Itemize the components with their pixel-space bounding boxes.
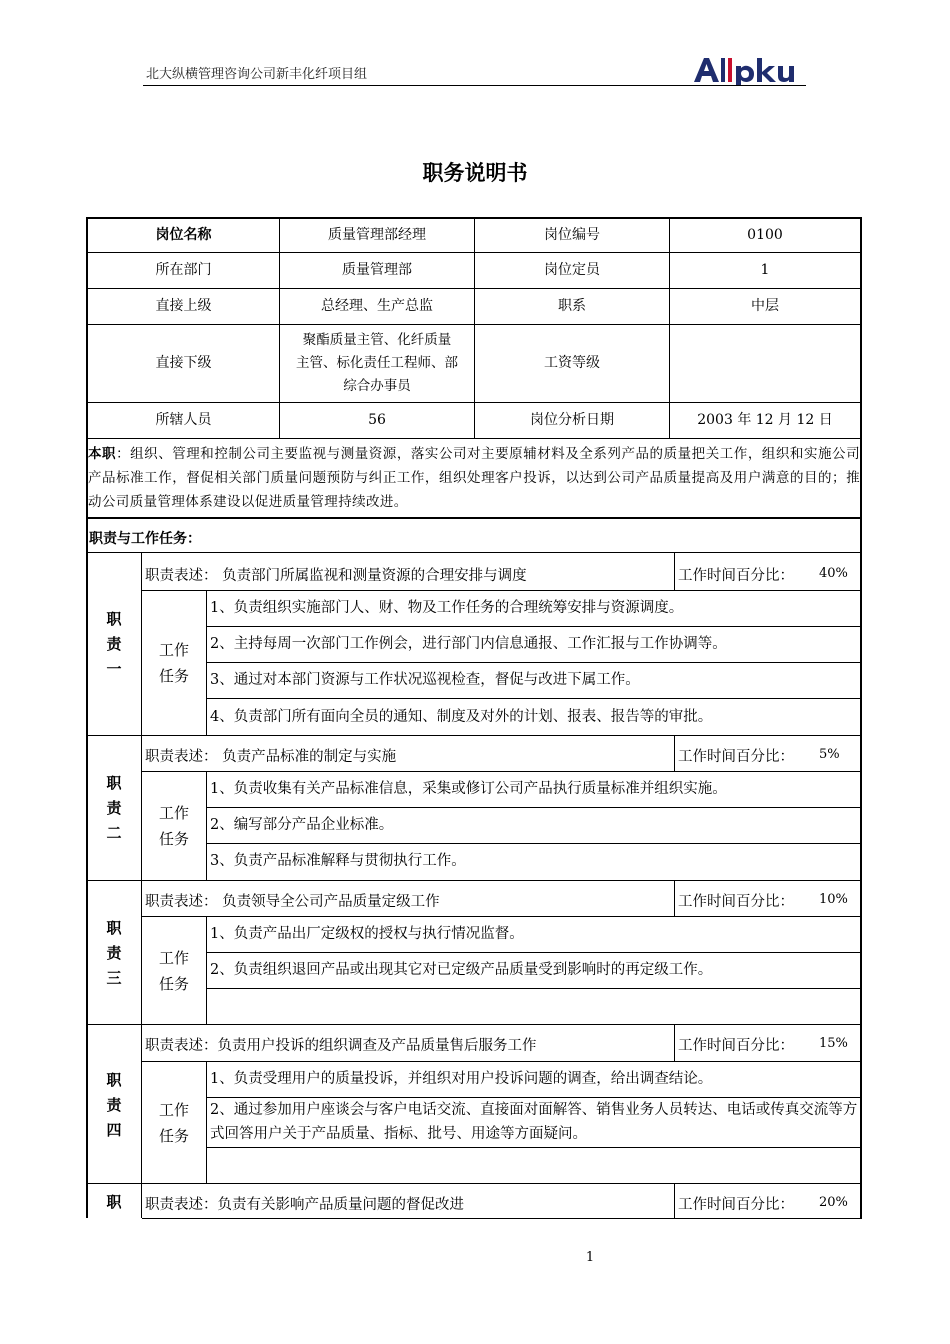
summary-label: 本职 [88, 446, 117, 462]
duty-2-task: 2、编写部分产品企业标准。 [210, 817, 394, 833]
duty-1-task: 1、负责组织实施部门人、财、物及工作任务的合理统筹安排与资源调度。 [210, 600, 684, 616]
position-code-label: 岗位编号 [544, 227, 600, 243]
duty-3-pct: 10% [819, 892, 848, 907]
position-name-label: 岗位名称 [155, 227, 212, 243]
duty-1-task: 2、主持每周一次部门工作例会，进行部门内信息通报、工作汇报与工作协调等。 [210, 636, 727, 652]
duty-1-work-label: 工作 任务 [158, 641, 189, 685]
series-label: 职系 [558, 298, 586, 314]
subordinates-line: 聚酯质量主管、化纤质量 [302, 332, 452, 348]
duty-4-task: 1、负责受理用户的质量投诉，并组织对用户投诉问题的调查，给出调查结论。 [210, 1071, 713, 1087]
duty-5-pct-label: 工作时间百分比： [678, 1197, 794, 1213]
subordinates-label: 直接下级 [155, 355, 212, 371]
duty-3-work-label: 工作 任务 [158, 949, 189, 993]
analysis-date-label: 岗位分析日期 [530, 412, 614, 428]
duty-1-label: 职 责 一 [106, 610, 122, 678]
duty-4-task: 2、通过参加用户座谈会与客户电话交流、直接面对面解答、销售业务人员转达、电话或传真交流等方式回答用户关于产品质量、指标、批号、用途等方面疑问。 [210, 1102, 858, 1142]
duty-1-task: 4、负责部门所有面向全员的通知、制度及对外的计划、报表、报告等的审批。 [210, 709, 713, 725]
subordinates-line: 主管、标化责任工程师、部 [296, 355, 458, 371]
subordinates-value [280, 325, 474, 402]
duty-2-pct: 5% [819, 747, 840, 762]
duty-4-label: 职 责 四 [106, 1071, 122, 1139]
header-rule [143, 85, 806, 86]
position-code-value: 0100 [747, 227, 783, 243]
duty-5-description: 职责表述：负责有关影响产品质量问题的督促改进 [145, 1197, 464, 1213]
duty-3-task: 2、负责组织退回产品或出现其它对已定级产品质量受到影响时的再定级工作。 [210, 962, 713, 978]
duty-1-description: 职责表述： 负责部门所属监视和测量资源的合理安排与调度 [145, 568, 527, 584]
duty-3-label: 职 责 三 [106, 919, 122, 987]
duty-2-task: 1、负责收集有关产品标准信息，采集或修订公司产品执行质量标准并组织实施。 [210, 781, 727, 797]
page-number: 1 [585, 1250, 595, 1265]
duty-4-work-label: 工作 任务 [158, 1101, 189, 1145]
department-value: 质量管理部 [342, 262, 412, 278]
duty-1-pct: 40% [819, 566, 848, 581]
duty-4-description: 职责表述：负责用户投诉的组织调查及产品质量售后服务工作 [145, 1038, 537, 1054]
duties-heading: 职责与工作任务： [89, 531, 201, 547]
summary-text: ：组织、管理和控制公司主要监视与测量资源，落实公司对主要原辅材料及全系列产品的质量把关工作，组织和实施公司产品标准工作，督促相关部门质量问题预防与纠正工作，组织处理客户投诉，以达到公司产品质量提高及用户满意的目的；推动公司质量管理体系建设以促进质量管理持续改进。 [88, 446, 860, 510]
series-value: 中层 [751, 298, 779, 314]
document-title: 职务说明书 [422, 161, 528, 185]
duty-3-pct-label: 工作时间百分比： [678, 894, 794, 910]
duty-1-pct-label: 工作时间百分比： [678, 568, 794, 584]
superior-label: 直接上级 [155, 298, 212, 314]
duty-3-task: 1、负责产品出厂定级权的授权与执行情况监督。 [210, 926, 524, 942]
allpku-logo [692, 54, 806, 86]
headcount-label: 岗位定员 [544, 262, 600, 278]
superior-value: 总经理、生产总监 [321, 298, 433, 314]
job-summary [88, 442, 860, 514]
duty-4-pct-label: 工作时间百分比： [678, 1038, 794, 1054]
staff-value: 56 [368, 412, 386, 428]
duty-4-pct: 15% [819, 1036, 848, 1051]
subordinates-line: 综合办事员 [343, 378, 411, 394]
duty-2-description: 职责表述： 负责产品标准的制定与实施 [145, 749, 397, 765]
headcount-value: 1 [760, 262, 770, 278]
duty-2-work-label: 工作 任务 [158, 804, 189, 848]
duty-2-task: 3、负责产品标准解释与贯彻执行工作。 [210, 853, 466, 869]
salary-value [670, 325, 860, 402]
staff-label: 所辖人员 [155, 412, 212, 428]
salary-label: 工资等级 [544, 355, 600, 371]
department-label: 所在部门 [155, 262, 212, 278]
duty-3-description: 职责表述： 负责领导全公司产品质量定级工作 [145, 894, 440, 910]
analysis-date-value: 2003 年 12 月 12 日 [697, 412, 833, 428]
duty-5-pct: 20% [819, 1195, 848, 1210]
header-project-name: 北大纵横管理咨询公司新丰化纤项目组 [146, 67, 368, 82]
duty-2-label: 职 责 二 [106, 774, 122, 842]
duty-5-label: 职 [106, 1193, 122, 1211]
duty-2-pct-label: 工作时间百分比： [678, 749, 794, 765]
position-name-value: 质量管理部经理 [328, 227, 426, 243]
duty-1-task: 3、通过对本部门资源与工作状况巡视检查，督促与改进下属工作。 [210, 672, 640, 688]
